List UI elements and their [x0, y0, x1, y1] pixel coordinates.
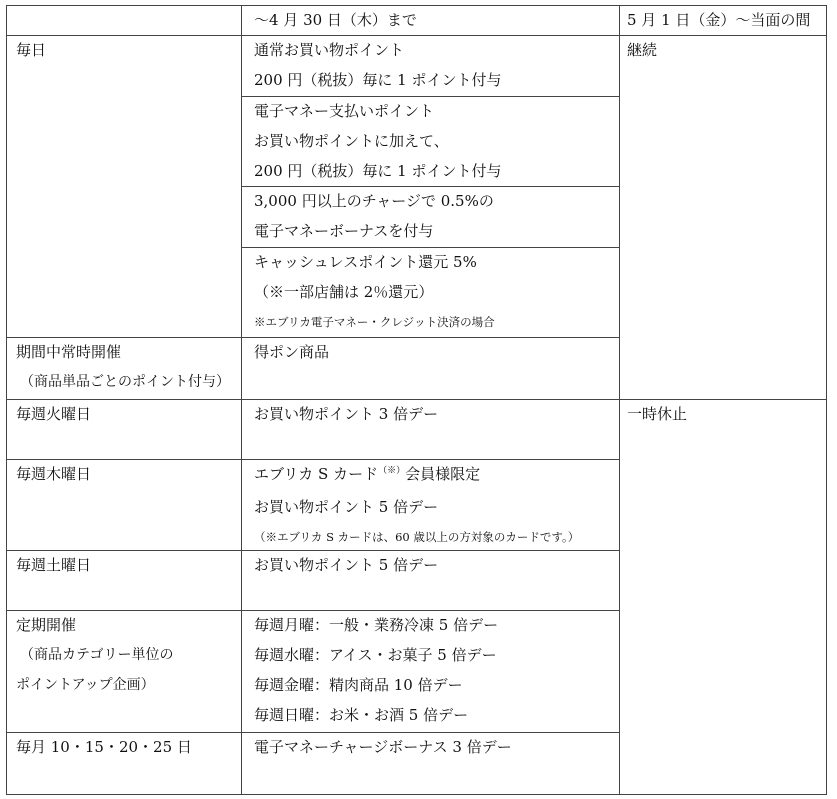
status-suspended: 一時休止 — [627, 405, 688, 423]
header-col3 — [627, 5, 810, 35]
row-label-period: 期間中常時開催 （商品単品ごとのポイント付与） — [16, 343, 230, 390]
row-label-thursday: 毎週木曜日 — [16, 465, 92, 483]
row-label-tuesday: 毎週火曜日 — [16, 405, 92, 423]
daily-charge-bonus: 3,000 円以上のチャージで 0.5%の 電子マネーボーナスを付与 — [254, 192, 494, 240]
regular-category-days: 毎週月曜：一般・業務冷凍 5 倍デー 毎週水曜：アイス・お菓子 5 倍デー 毎週金曜：精肉商品 10 倍デー 毎週日曜：お米・お酒 5 倍デー — [254, 616, 499, 724]
daily-cashless-rebate: キャッシュレスポイント還元 5% （※一部店舗は 2％還元） ※エブリカ電子マネー・クレジット決済の場合 — [254, 253, 495, 329]
monthly-charge-bonus: 電子マネーチャージボーナス 3 倍デー — [254, 738, 512, 756]
daily-normal-points: 通常お買い物ポイント 200 円（税抜）毎に 1 ポイント付与 — [254, 41, 502, 89]
row-label-daily: 毎日 — [16, 41, 47, 59]
daily-emoney-points: 電子マネー支払いポイント お買い物ポイントに加えて、 200 円（税抜）毎に 1 ポイント付与 — [254, 102, 502, 180]
status-continue: 継続 — [627, 41, 658, 59]
row-label-monthly: 毎月 10・15・20・25 日 — [16, 738, 192, 756]
saturday-5x-points: お買い物ポイント 5 倍デー — [254, 556, 439, 574]
row-label-saturday: 毎週土曜日 — [16, 556, 92, 574]
header-col2 — [254, 5, 417, 35]
tuesday-3x-points: お買い物ポイント 3 倍デー — [254, 405, 439, 423]
header-from-may1: 5 月 1 日（金）～当面の間 — [627, 11, 811, 29]
row-label-regular: 定期開催 （商品カテゴリー単位の ポイントアップ企画） — [16, 616, 174, 693]
header-until-apr30: ～4 月 30 日（木）まで — [254, 11, 417, 29]
points-schedule-table — [6, 5, 827, 795]
period-tokupon: 得ポン商品 — [254, 343, 330, 361]
thursday-5x-points: エブリカ S カード（※）会員様限定 お買い物ポイント 5 倍デー （※エブリカ S カードは、60 歳以上の方対象のカードです。） — [254, 465, 580, 544]
